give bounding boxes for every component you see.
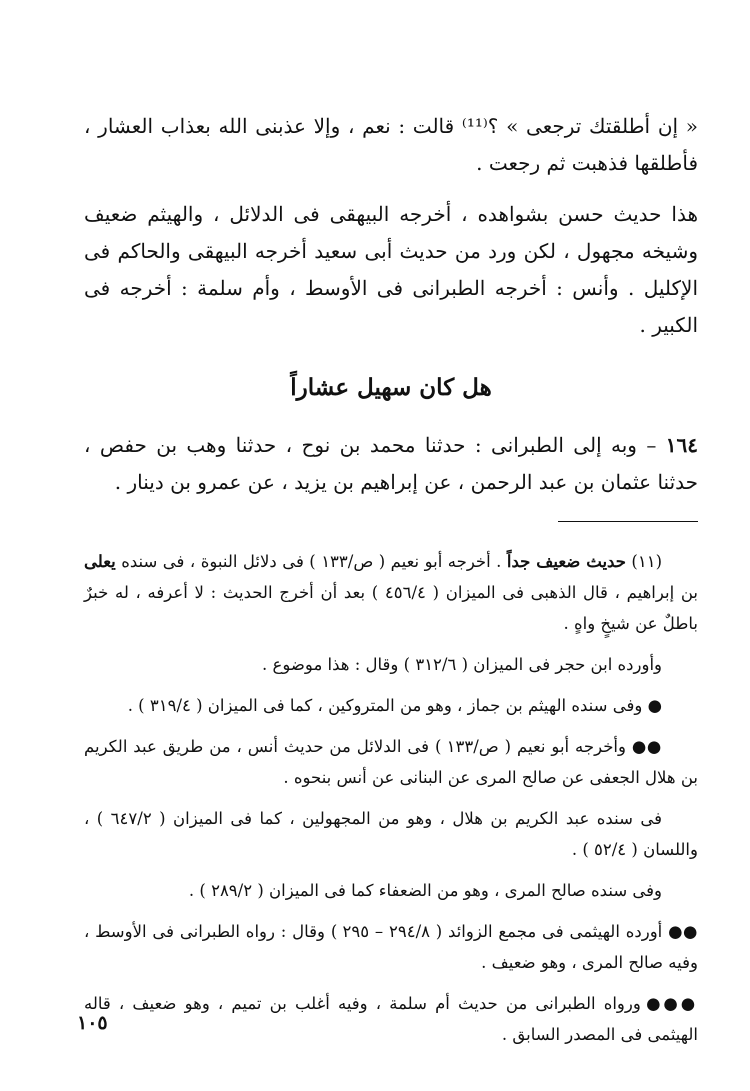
hadith-number: ١٦٤	[665, 433, 698, 457]
footnote-line	[84, 988, 698, 1050]
footnote-grade: حديث ضعيف جداً	[506, 552, 626, 571]
bullet-icon: ●●●	[646, 994, 698, 1013]
footnote-11	[84, 546, 698, 639]
hadith-paragraph	[84, 427, 698, 501]
footnote-text: . أخرجه أبو نعيم ( ص/١٣٣ ) فى دلائل النبوة ، فى سنده	[115, 552, 507, 571]
bullet-icon: ●●	[631, 737, 662, 756]
footnote-text: وفى سنده صالح المرى ، وهو من الضعفاء كما فى الميزان ( ٢٨٩/٢ ) .	[188, 881, 662, 900]
footnote-line	[84, 916, 698, 978]
footnotes	[84, 546, 698, 1050]
footnote-line	[84, 803, 698, 865]
footnote-line	[84, 731, 698, 793]
footnote-text: ورواه الطبرانى من حديث أم سلمة ، وفيه أغلب بن تميم ، وهو ضعيف ، قاله الهيثمى فى المصدر السابق .	[84, 994, 698, 1044]
hadith-text: – وبه إلى الطبرانى : حدثنا محمد بن نوح ، حدثنا وهب بن حفص ، حدثنا عثمان بن عبد الرحمن ، عن إبراهيم بن يزيد ، عن عمرو بن دينار .	[84, 433, 698, 494]
paragraph-narration: « إن أطلقتك ترجعى » ؟⁽¹¹⁾ قالت : نعم ، وإلا عذبنى الله بعذاب العشار ، فأطلقها فذهبت ثم رجعت .	[84, 114, 699, 175]
footnote-divider	[558, 521, 698, 522]
footnote-text: أورده الهيثمى فى مجمع الزوائد ( ٢٩٤/٨ – ٢٩٥ ) وقال : رواه الطبرانى فى الأوسط ، وفيه صالح المرى ، وهو ضعيف .	[84, 922, 698, 972]
footnote-text: وأورده ابن حجر فى الميزان ( ٣١٢/٦ ) وقال : هذا موضوع .	[262, 655, 662, 674]
bullet-icon: ●	[647, 696, 662, 715]
book-page	[84, 108, 698, 1060]
footnote-marker: (١١)	[631, 552, 662, 571]
footnote-line	[84, 649, 698, 680]
bullet-icon: ●●	[668, 922, 698, 941]
footnote-text: وأخرجه أبو نعيم ( ص/١٣٣ ) فى الدلائل من حديث أنس ، من طريق عبد الكريم بن هلال الجعفى عن صالح المرى عن البنانى عن أنس بنحوه .	[84, 737, 698, 787]
page-number: ١٠٥	[77, 1012, 108, 1034]
footnote-text: وفى سنده الهيثم بن جماز ، وهو من المتروكين ، كما فى الميزان ( ٣١٩/٤ ) .	[127, 696, 648, 715]
footnote-text: بن إبراهيم ، قال الذهبى فى الميزان ( ٤٥٦/٤ ) بعد أن أخرج الحديث : لا أعرفه ، له خبرٌ باطلٌ عن شيخٍ واهٍ .	[84, 583, 698, 633]
footnote-line	[84, 690, 698, 721]
footnote-text: فى سنده عبد الكريم بن هلال ، وهو من المجهولين ، كما فى الميزان ( ٦٤٧/٢ ) ، واللسان ( ٥٢/٤ ) .	[84, 809, 698, 859]
footnote-line	[84, 875, 698, 906]
paragraph-grading: هذا حديث حسن بشواهده ، أخرجه البيهقى فى الدلائل ، والهيثم ضعيف وشيخه مجهول ، لكن ورد من حديث أبى سعيد أخرجه البيهقى والحاكم فى الإكليل . وأنس : أخرجه الطبرانى فى الأوسط ، وأم سلمة : أخرجه فى الكبير .	[84, 202, 698, 337]
section-heading: هل كان سهيل عشاراً	[290, 374, 492, 401]
footnote-narrator: يعلى	[84, 552, 116, 571]
